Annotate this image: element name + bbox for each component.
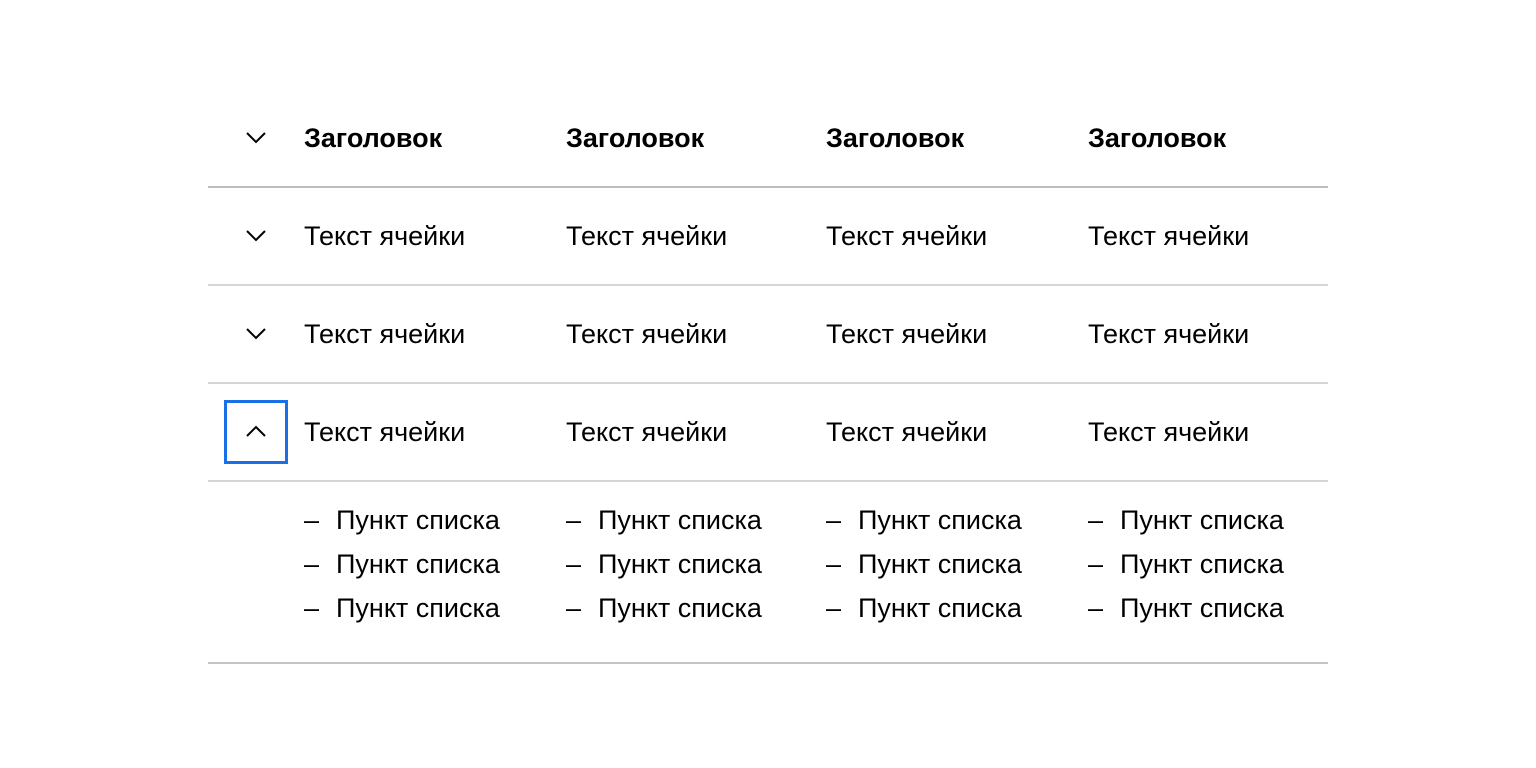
list-item: – Пункт списка [304, 542, 500, 586]
list-item: – Пункт списка [1088, 586, 1284, 630]
table-row-expanded [208, 384, 1328, 482]
details-list [826, 498, 1022, 630]
bullet-dash: – [1088, 593, 1104, 623]
bullet-dash: – [304, 549, 320, 579]
details-list [304, 498, 500, 630]
chevron-down-icon [244, 126, 268, 150]
chevron-up-icon [244, 420, 268, 444]
bullet-dash: – [1088, 549, 1104, 579]
bullet-dash: – [304, 505, 320, 535]
expandable-table [208, 90, 1328, 664]
table-cell: Текст ячейки [826, 319, 988, 349]
table-cell: Текст ячейки [1088, 221, 1250, 251]
list-item: – Пункт списка [304, 586, 500, 630]
column-header[interactable]: Заголовок [566, 123, 705, 153]
table-cell: Текст ячейки [304, 417, 466, 447]
table-cell: Текст ячейки [566, 221, 728, 251]
table-cell: Текст ячейки [826, 221, 988, 251]
list-item: – Пункт списка [826, 542, 1022, 586]
row-expand-toggle[interactable] [224, 302, 288, 366]
column-header[interactable]: Заголовок [1088, 123, 1227, 153]
column-header[interactable]: Заголовок [826, 123, 965, 153]
list-item: – Пункт списка [566, 498, 762, 542]
row-collapse-toggle[interactable] [224, 400, 288, 464]
chevron-down-icon [244, 224, 268, 248]
bullet-dash: – [826, 593, 842, 623]
list-item: – Пункт списка [1088, 542, 1284, 586]
bullet-dash: – [826, 505, 842, 535]
table-cell: Текст ячейки [566, 417, 728, 447]
row-details-panel [208, 482, 1328, 664]
bullet-dash: – [566, 593, 582, 623]
list-item: – Пункт списка [1088, 498, 1284, 542]
list-item: – Пункт списка [304, 498, 500, 542]
table-cell: Текст ячейки [304, 319, 466, 349]
table-row [208, 188, 1328, 286]
table-cell: Текст ячейки [1088, 319, 1250, 349]
table-cell: Текст ячейки [566, 319, 728, 349]
table-header-row [208, 90, 1328, 188]
bullet-dash: – [566, 549, 582, 579]
list-item: – Пункт списка [826, 586, 1022, 630]
table-cell: Текст ячейки [304, 221, 466, 251]
list-item: – Пункт списка [566, 586, 762, 630]
chevron-down-icon [244, 322, 268, 346]
bullet-dash: – [826, 549, 842, 579]
list-item: – Пункт списка [826, 498, 1022, 542]
bullet-dash: – [566, 505, 582, 535]
list-item: – Пункт списка [566, 542, 762, 586]
table-cell: Текст ячейки [826, 417, 988, 447]
expand-all-toggle[interactable] [224, 106, 288, 170]
bullet-dash: – [304, 593, 320, 623]
details-list [1088, 498, 1284, 630]
table-cell: Текст ячейки [1088, 417, 1250, 447]
bullet-dash: – [1088, 505, 1104, 535]
table-row [208, 286, 1328, 384]
details-list [566, 498, 762, 630]
column-header[interactable]: Заголовок [304, 123, 443, 153]
row-expand-toggle[interactable] [224, 204, 288, 268]
